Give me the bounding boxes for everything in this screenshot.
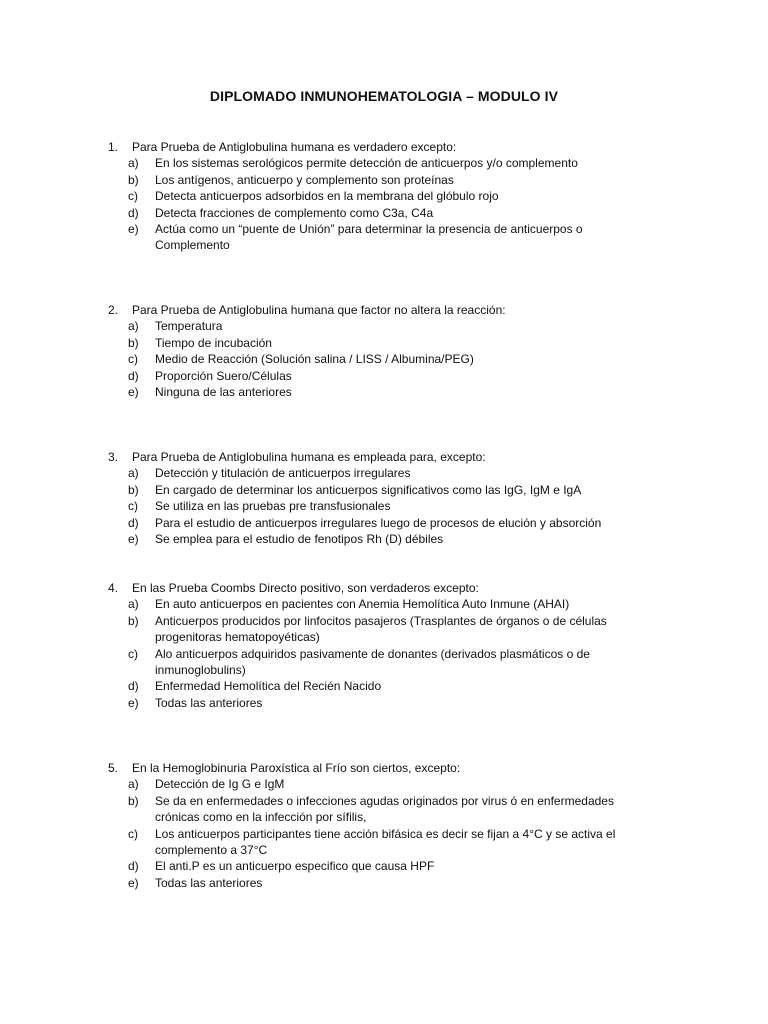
question-stem <box>108 302 668 318</box>
question-number: 2. <box>108 303 119 317</box>
option-letter: a) <box>128 597 139 612</box>
option-d <box>108 858 668 874</box>
option-list <box>108 318 668 400</box>
option-letter: a) <box>128 777 139 792</box>
option-b <box>108 793 668 826</box>
option-e <box>108 875 668 891</box>
option-text: Detecta anticuerpos adsorbidos en la membrana del glóbulo rojo <box>155 189 499 204</box>
option-d <box>108 678 668 694</box>
option-text: En cargado de determinar los anticuerpos significativos como las IgG, IgM e IgA <box>155 482 582 497</box>
option-a <box>108 776 668 792</box>
option-text: Medio de Reacción (Solución salina / LISS / Albumina/PEG) <box>155 352 474 367</box>
question-1 <box>108 139 668 254</box>
option-b <box>108 172 668 188</box>
option-letter: e) <box>128 385 139 400</box>
option-text: Temperatura <box>155 319 223 334</box>
option-letter: c) <box>128 352 138 367</box>
option-c <box>108 826 668 859</box>
option-text: Detecta fracciones de complemento como C3a, C4a <box>155 205 434 220</box>
option-a <box>108 318 668 334</box>
question-2 <box>108 302 668 400</box>
option-text: Se da en enfermedades o infecciones agudas originados por virus ó en enfermedades crónicas como en la infección por sífilis, <box>155 793 614 825</box>
option-d <box>108 205 668 221</box>
question-text: Para Prueba de Antiglobulina humana que factor no altera la reacción: <box>132 303 506 317</box>
option-a <box>108 596 668 612</box>
option-e <box>108 221 668 254</box>
option-letter: c) <box>128 499 138 514</box>
question-text: En las Prueba Coombs Directo positivo, son verdaderos excepto: <box>132 581 479 595</box>
option-text: Proporción Suero/Células <box>155 368 292 383</box>
option-text: Anticuerpos producidos por linfocitos pasajeros (Trasplantes de órganos o de células progenitoras hematopoyéticas) <box>155 613 607 645</box>
option-letter: e) <box>128 532 139 547</box>
option-a <box>108 465 668 481</box>
option-text: En auto anticuerpos en pacientes con Anemia Hemolítica Auto Inmune (AHAI) <box>155 597 570 612</box>
option-text: Detección y titulación de anticuerpos irregulares <box>155 466 411 481</box>
option-letter: e) <box>128 695 139 710</box>
option-list <box>108 465 668 547</box>
option-list <box>108 155 668 253</box>
option-letter: e) <box>128 222 139 237</box>
question-number: 3. <box>108 450 119 464</box>
option-c <box>108 498 668 514</box>
question-3 <box>108 449 668 547</box>
option-list <box>108 776 668 891</box>
option-text: Tiempo de incubación <box>155 335 272 350</box>
question-text: En la Hemoglobinuria Paroxística al Frío son ciertos, excepto: <box>132 761 461 775</box>
option-b <box>108 613 668 646</box>
option-letter: b) <box>128 172 139 187</box>
option-list <box>108 596 668 711</box>
option-text: Alo anticuerpos adquiridos pasivamente de donantes (derivados plasmáticos o de inmunoglobulins) <box>155 646 590 678</box>
document-title: DIPLOMADO INMUNOHEMATOLOGIA – MODULO IV <box>209 88 559 104</box>
option-letter: c) <box>128 189 138 204</box>
option-letter: a) <box>128 319 139 334</box>
question-5 <box>108 760 668 891</box>
option-letter: c) <box>128 646 138 661</box>
option-e <box>108 531 668 547</box>
question-stem <box>108 449 668 465</box>
option-text: Todas las anteriores <box>155 875 263 890</box>
option-letter: b) <box>128 613 139 628</box>
question-4 <box>108 580 668 711</box>
question-number: 1. <box>108 140 119 154</box>
option-b <box>108 335 668 351</box>
option-letter: b) <box>128 482 139 497</box>
option-c <box>108 646 668 679</box>
option-text: Detección de Ig G e IgM <box>155 777 285 792</box>
option-c <box>108 351 668 367</box>
option-letter: b) <box>128 793 139 808</box>
option-text: Todas las anteriores <box>155 695 263 710</box>
option-letter: b) <box>128 335 139 350</box>
option-text: Los antígenos, anticuerpo y complemento son proteínas <box>155 172 454 187</box>
option-b <box>108 482 668 498</box>
option-letter: d) <box>128 368 139 383</box>
question-stem <box>108 760 668 776</box>
option-letter: e) <box>128 875 139 890</box>
option-text: Enfermedad Hemolítica del Recién Nacido <box>155 679 382 694</box>
option-letter: c) <box>128 826 138 841</box>
option-e <box>108 695 668 711</box>
option-letter: d) <box>128 515 139 530</box>
question-number: 4. <box>108 581 119 595</box>
option-letter: a) <box>128 156 139 171</box>
option-letter: a) <box>128 466 139 481</box>
question-stem <box>108 580 668 596</box>
option-letter: d) <box>128 205 139 220</box>
option-letter: d) <box>128 859 139 874</box>
option-d <box>108 515 668 531</box>
option-letter: d) <box>128 679 139 694</box>
option-d <box>108 368 668 384</box>
option-a <box>108 155 668 171</box>
question-stem <box>108 139 668 155</box>
option-text: Se emplea para el estudio de fenotipos Rh (D) débiles <box>155 532 444 547</box>
option-text: Ninguna de las anteriores <box>155 385 292 400</box>
question-text: Para Prueba de Antiglobulina humana es empleada para, excepto: <box>132 450 486 464</box>
option-text: Para el estudio de anticuerpos irregulares luego de procesos de elución y absorción <box>155 515 602 530</box>
option-text: Actúa como un “puente de Unión” para determinar la presencia de anticuerpos o Complemento <box>155 222 583 253</box>
option-c <box>108 188 668 204</box>
option-e <box>108 384 668 400</box>
question-number: 5. <box>108 761 119 775</box>
question-text: Para Prueba de Antiglobulina humana es verdadero excepto: <box>132 140 457 154</box>
option-text: El anti.P es un anticuerpo especifico que causa HPF <box>155 859 435 874</box>
option-text: En los sistemas serológicos permite detección de anticuerpos y/o complemento <box>155 156 578 171</box>
option-text: Se utiliza en las pruebas pre transfusionales <box>155 499 391 514</box>
option-text: Los anticuerpos participantes tiene acción bifásica es decir se fijan a 4°C y se activa el complemento a 37°C <box>155 826 616 858</box>
